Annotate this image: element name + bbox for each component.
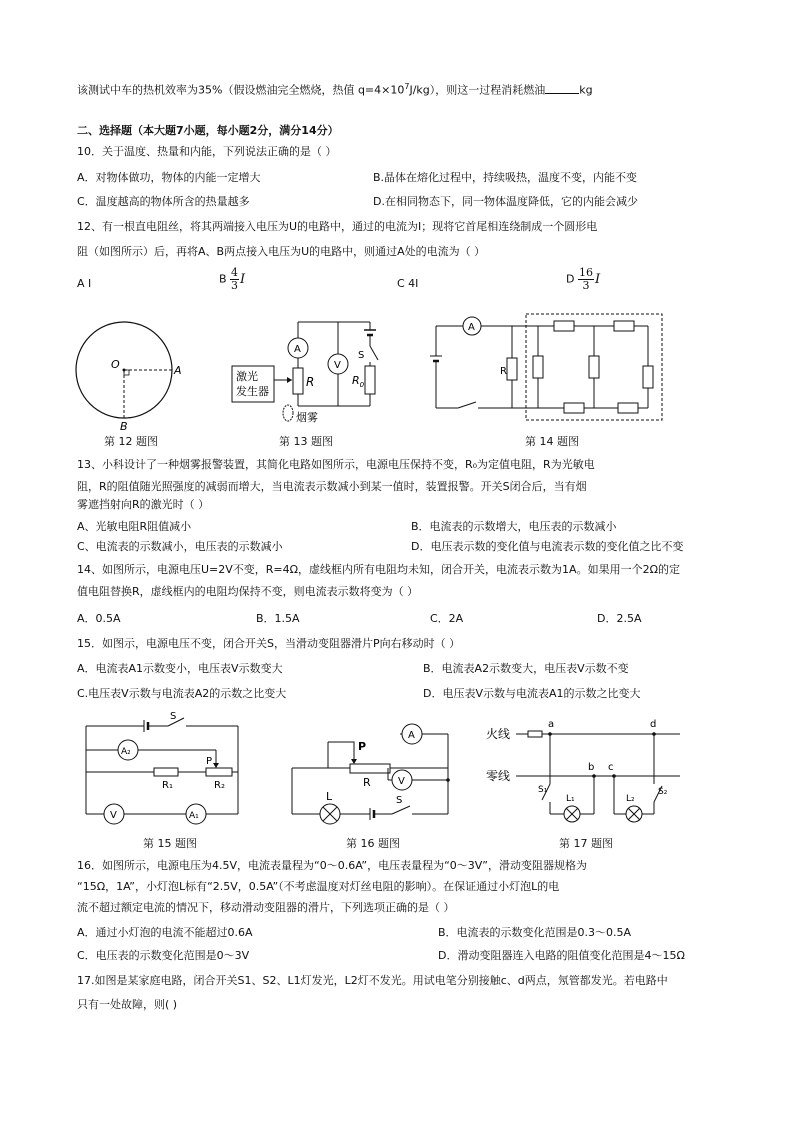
- q12-option-b-fraction: [230, 267, 239, 292]
- figure-13-caption: 第 13 题图: [279, 435, 333, 448]
- fig16-label-s: S: [396, 795, 403, 806]
- fig14-ammeter-a: A: [468, 322, 475, 333]
- q12-option-d-denominator: 3: [582, 279, 590, 292]
- q17-stem-line2: 只有一处故障，则( ): [77, 998, 178, 1011]
- fig15-label-r2: R₂: [214, 780, 225, 791]
- q13-option-c: C、电流表的示数减小，电压表的示数减小: [77, 540, 283, 553]
- q16-option-d: D．滑动变阻器连入电路的阻值变化范围是4～15Ω: [438, 949, 685, 962]
- q12-option-c: C 4I: [397, 277, 419, 290]
- fig17-label-s1: S₁: [538, 785, 548, 795]
- q14-stem-line1: 14、如图所示，电源电压U=2V不变，R=4Ω，虚线框内所有电阻均未知，闭合开关，电流表示数为1A。如果用一个2Ω的定: [77, 563, 680, 576]
- fig17-point-b: b: [588, 762, 595, 773]
- fig13-laser-label-line1: 激光: [236, 370, 258, 383]
- fig17-label-zero-line: 零线: [486, 769, 511, 783]
- q14-option-a: A．0.5A: [77, 612, 121, 625]
- fig12-label-b: B: [120, 420, 128, 433]
- figure-13-smoke-alarm-circuit: [228, 316, 388, 426]
- fig13-label-r0: [352, 374, 365, 389]
- fig17-point-a: a: [548, 719, 555, 730]
- fig15-label-p: P: [206, 756, 213, 767]
- fig17-point-c: c: [608, 762, 614, 773]
- q12-option-b-numerator: 4: [231, 266, 239, 279]
- q12-option-a: A I: [77, 277, 92, 290]
- q10-option-d: D.在相同物态下，同一物体温度降低，它的内能会减少: [373, 195, 638, 208]
- q12-option-d-fraction: [578, 267, 594, 292]
- figure-17-household-circuit: [486, 720, 686, 830]
- fig17-label-l2: L₂: [626, 794, 635, 804]
- fig16-label-r: R: [363, 776, 371, 789]
- q12-option-b: [219, 267, 245, 292]
- q13-stem-line2: 阻，R的阻值随光照强度的减弱而增大，当电流表示数减小到某一值时，装置报警。开关S闭合后，当有烟: [77, 480, 587, 493]
- figure-14-resistor-network: [428, 312, 668, 424]
- q15-stem: 15．如图示，电源电压不变，闭合开关S，当滑动变阻器滑片P向右移动时（ ）: [77, 637, 461, 650]
- q10-option-c: C．温度越高的物体所含的热量越多: [77, 195, 250, 208]
- q12-option-b-letter: B: [219, 272, 227, 286]
- top-line-post: J/kg），则这一过程消耗燃油: [409, 83, 546, 97]
- q12-stem-line1: 12、有一根直电阻丝，将其两端接入电压为U的电路中，通过的电流为I；现将它首尾相连绕制成一个圆形电: [77, 220, 598, 233]
- q14-stem-line2: 值电阻替换R，虚线框内的电阻均保持不变，则电流表示数将变为（ ）: [77, 585, 419, 598]
- q14-option-c: C．2A: [430, 612, 464, 625]
- q15-option-c: C.电压表V示数与电流表A2的示数之比变大: [77, 687, 287, 700]
- fig13-voltmeter-v: V: [334, 360, 341, 371]
- q14-option-d: D．2.5A: [597, 612, 642, 625]
- q13-stem-line1: 13、小科设计了一种烟雾报警装置，其简化电路如图所示，电源电压保持不变，R₀为定值电阻，R为光敏电: [77, 458, 595, 471]
- fig13-label-s: S: [358, 350, 365, 361]
- fig12-label-o: O: [111, 358, 120, 371]
- q16-stem-line2: “15Ω，1A”，小灯泡L标有“2.5V，0.5A”（不考虑温度对灯丝电阻的影响）。在保证通过小灯泡L的电: [77, 880, 560, 893]
- fig13-ammeter-a: A: [294, 344, 301, 355]
- q13-option-d: D．电压表示数的变化值与电流表示数的变化值之比不变: [411, 540, 684, 553]
- q15-option-b: B．电流表A2示数变大，电压表V示数不变: [423, 662, 629, 675]
- q14-option-b: B．1.5A: [256, 612, 300, 625]
- fig17-point-d: d: [650, 719, 657, 730]
- fig15-ammeter-a2: A₂: [121, 747, 131, 757]
- fig17-label-s2: S₂: [658, 787, 668, 797]
- q15-option-a: A．电流表A1示数变小，电压表V示数变大: [77, 662, 283, 675]
- figure-16-caption: 第 16 题图: [346, 837, 400, 850]
- q16-option-a: A．通过小灯泡的电流不能超过0.6A: [77, 926, 253, 939]
- q16-option-b: B．电流表的示数变化范围是0.3～0.5A: [438, 926, 632, 939]
- q10-option-a: A．对物体做功，物体的内能一定增大: [77, 171, 261, 184]
- top-line-pre: 该测试中车的热机效率为35%（假设燃油完全燃烧，热值 q=4×10: [77, 83, 405, 97]
- answer-blank: [545, 84, 579, 94]
- q16-stem-line1: 16．如图所示，电源电压为4.5V，电流表量程为“0～0.6A”，电压表量程为“0～3V”，滑动变阻器规格为: [77, 859, 587, 872]
- fig12-label-a: A: [174, 364, 182, 377]
- q12-option-d-letter: D: [566, 272, 575, 286]
- fig13-smoke-label: 烟雾: [296, 411, 318, 424]
- fig16-voltmeter-v: V: [398, 776, 405, 787]
- fig17-label-l1: L₁: [566, 794, 575, 804]
- figure-17-caption: 第 17 题图: [559, 837, 613, 850]
- q12-option-b-denominator: 3: [231, 279, 239, 292]
- q13-stem-line3: 雾遮挡射向R的激光时（ ）: [77, 498, 210, 511]
- q12-option-b-variable: I: [240, 271, 246, 287]
- fig16-ammeter-a: A: [408, 730, 415, 741]
- figure-12-circle-resistor: [70, 318, 182, 433]
- q10-stem: 10．关于温度、热量和内能，下列说法正确的是（ ）: [77, 145, 337, 158]
- q13-option-a: A、光敏电阻R阻值减小: [77, 520, 192, 533]
- figure-12-caption: 第 12 题图: [104, 435, 158, 448]
- fig16-label-l: L: [326, 790, 333, 803]
- top-line-unit: kg: [579, 83, 593, 97]
- fig13-label-r0-sub: 0: [359, 381, 365, 389]
- q12-option-d-variable: I: [594, 271, 601, 287]
- top-line: [77, 80, 593, 98]
- q12-option-d-numerator: 16: [578, 266, 593, 279]
- q15-option-d: D．电压表V示数与电流表A1的示数之比变大: [423, 687, 641, 700]
- q12-stem-line2: 阻（如图所示）后，再将A、B两点接入电压为U的电路中，则通过A处的电流为（ ）: [77, 245, 486, 258]
- fig16-label-p: P: [358, 740, 367, 753]
- fig15-ammeter-a1: A₁: [189, 811, 199, 821]
- fig13-laser-label-line2: 发生器: [236, 385, 269, 398]
- fig14-label-r: R: [500, 366, 507, 377]
- q10-option-b: B.晶体在熔化过程中，持续吸热，温度不变，内能不变: [373, 171, 638, 184]
- figure-16-circuit: [288, 718, 458, 833]
- fig15-label-r1: R₁: [162, 780, 173, 791]
- q17-stem-line1: 17.如图是某家庭电路，闭合开关S1、S2、L1灯发光，L2灯不发光。用试电笔分别接触c、d两点，氖管都发光。若电路中: [77, 974, 668, 987]
- fig15-voltmeter-v: V: [110, 810, 117, 821]
- fig13-label-r0-main: R: [352, 374, 360, 387]
- top-line-exponent: 7: [404, 82, 410, 91]
- q16-option-c: C．电压表的示数变化范围是0～3V: [77, 949, 250, 962]
- q12-option-d: [566, 267, 600, 292]
- figure-14-caption: 第 14 题图: [525, 435, 579, 448]
- fig17-label-fire-line: 火线: [486, 727, 511, 741]
- fig15-label-s: S: [170, 711, 177, 722]
- section-title: 二、选择题（本大题7小题，每小题2分，满分14分）: [77, 124, 339, 137]
- figure-15-circuit: [82, 710, 242, 825]
- fig13-label-r: R: [306, 375, 315, 389]
- q13-option-b: B．电流表的示数增大，电压表的示数减小: [411, 520, 617, 533]
- q16-stem-line3: 流不超过额定电流的情况下，移动滑动变阻器的滑片，下列选项正确的是（ ）: [77, 901, 455, 914]
- figure-15-caption: 第 15 题图: [143, 837, 197, 850]
